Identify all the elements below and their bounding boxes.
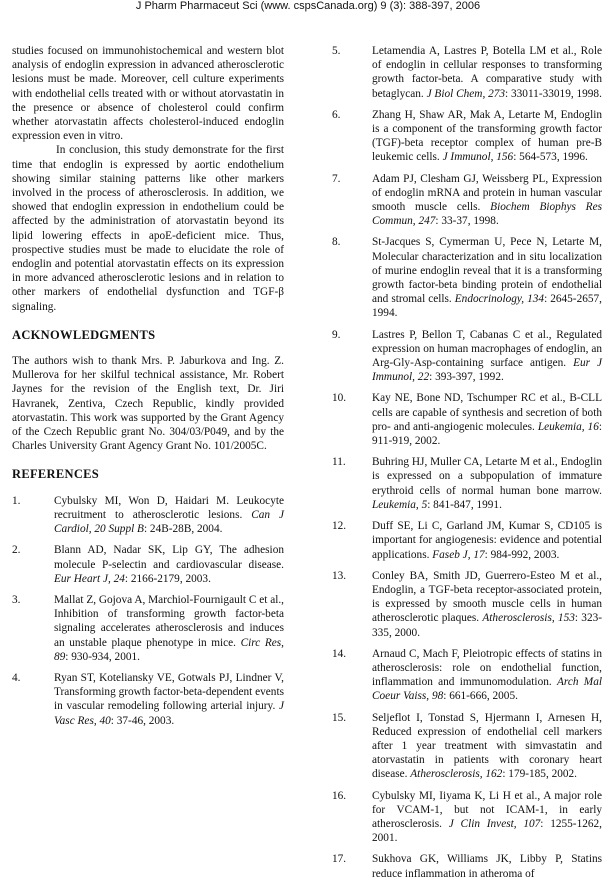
reference-text: Duff SE, Li C, Garland JM, Kumar S, CD105 is important for angiogenesis: evidence and potential applications. xyxy=(372,520,602,561)
reference-item xyxy=(12,543,284,586)
reference-journal: Biochem Biophys Res Commun, 247 xyxy=(372,201,602,228)
references-heading: REFERENCES xyxy=(12,467,100,482)
body-paragraph-2: In conclusion, this study demonstrate for the first time that endoglin is expressed by aortic endothelium showing similar staining patterns like other markers involved in the process of atherosclerosis. In addition, we showed that endoglin expression in endothelium could be affected by the administration of atorvastatin beyond its lipid lowering effects in apoE-deficient mice. Thus, prospective studies must be made to elucidate the role of endoglin and potential atorvastatin effects on its expression in more advanced atherosclerotic lesions and in relation to other markers of endothelial dysfunction and TGF-β signaling. xyxy=(12,144,284,313)
reference-number: 14. xyxy=(332,647,347,660)
reference-journal: J Biol Chem, 273 xyxy=(426,87,506,100)
reference-text: Adam PJ, Clesham GJ, Weissberg PL, Expression of endoglin mRNA and protein in human vascular smooth muscle cells. xyxy=(372,172,602,214)
reference-pages: : 24B-28B, 2004. xyxy=(143,523,223,536)
left-column xyxy=(12,44,284,735)
reference-number: 13. xyxy=(332,569,347,582)
reference-pages: : 911-919, 2002. xyxy=(372,420,602,448)
reference-number: 11. xyxy=(332,456,346,469)
reference-pages: : 2166-2179, 2003. xyxy=(124,572,211,585)
reference-number: 1. xyxy=(12,494,21,507)
reference-journal: Eur J Immunol, 22 xyxy=(372,357,602,384)
reference-number: 17. xyxy=(332,853,347,866)
reference-pages: : 841-847, 1991. xyxy=(427,498,502,511)
reference-number: 5. xyxy=(332,45,341,57)
reference-number: 7. xyxy=(332,172,341,185)
reference-pages: : 1255-1262, 2001. xyxy=(372,817,602,845)
reference-journal: Leukemia, 5 xyxy=(372,498,428,511)
reference-text: Sukhova GK, Williams JK, Libby P, Statins reduce inflammation in atheroma of xyxy=(372,853,602,880)
reference-item xyxy=(12,671,284,728)
reference-journal: J Vasc Res, 40 xyxy=(54,700,284,727)
reference-text: Blann AD, Nadar SK, Lip GY, The adhesion molecule P-selectin and cardiovascular disease. xyxy=(54,544,284,571)
reference-number: 6. xyxy=(332,108,341,121)
reference-number: 8. xyxy=(332,236,341,249)
reference-text: Ryan ST, Koteliansky VE, Gotwals PJ, Lindner V, Transforming growth factor-beta-dependent events in vascular remodeling following arterial injury. xyxy=(54,671,284,713)
reference-text: Buhring HJ, Muller CA, Letarte M et al., Endoglin is expressed on a subpopulation of immature erythroid cells of normal human bone marrow. xyxy=(372,456,602,497)
reference-journal: Atherosclerosis, 153 xyxy=(482,612,575,625)
reference-journal: Atherosclerosis, 162 xyxy=(410,768,503,781)
reference-number: 4. xyxy=(12,671,21,684)
reference-text: Letamendia A, Lastres P, Botella LM et al., Role of endoglin in cellular responses to transforming growth factor-beta. A comparative study with betaglycan. xyxy=(372,45,602,100)
reference-item xyxy=(330,391,602,448)
reference-journal: J Immunol, 156 xyxy=(442,151,514,164)
reference-item xyxy=(330,328,602,385)
reference-item xyxy=(12,593,284,664)
reference-journal: Endocrinology, 134 xyxy=(454,293,545,306)
reference-number: 15. xyxy=(332,711,347,724)
reference-journal: Circ Res, 89 xyxy=(54,636,285,663)
reference-item xyxy=(12,494,284,537)
reference-pages: : 2645-2657, 1994. xyxy=(372,293,602,320)
reference-text: Cybulsky MI, Won D, Haidari M. Leukocyte recruitment to atherosclerotic lesions. xyxy=(54,494,284,521)
reference-item xyxy=(330,44,602,101)
reference-item xyxy=(330,711,602,782)
reference-list-right xyxy=(330,44,602,881)
reference-pages: : 984-992, 2003. xyxy=(484,548,560,561)
reference-pages: : 564-573, 1996. xyxy=(513,151,588,164)
reference-item xyxy=(330,455,602,512)
reference-pages: : 37-46, 2003. xyxy=(110,714,175,727)
reference-text: St-Jacques S, Cymerman U, Pece N, Letarte M, Molecular characterization and in situ localization of murine endoglin reveal that it is a transforming growth factor-beta binding protein of endothelial and stromal cells. xyxy=(372,236,602,306)
reference-number: 3. xyxy=(12,593,21,606)
reference-pages: : 33-37, 1998. xyxy=(435,215,499,228)
reference-journal: Can J Cardiol, 20 Suppl B xyxy=(54,508,284,536)
reference-item xyxy=(330,172,602,229)
reference-item xyxy=(330,235,602,320)
acknowledgments-heading: ACKNOWLEDGMENTS xyxy=(12,327,156,342)
reference-text: Cybulsky MI, Iiyama K, Li H et al., A major role for VCAM-1, but not ICAM-1, in early atherosclerosis. xyxy=(372,789,602,830)
reference-journal: Faseb J, 17 xyxy=(432,548,485,561)
reference-journal: Eur Heart J, 24 xyxy=(54,572,125,585)
reference-number: 16. xyxy=(332,789,347,802)
reference-text: Seljeflot I, Tonstad S, Hjermann I, Arnesen H, Reduced expression of endothelial cell markers after 1 year treatment with simvastatin and atorvastatin in patients with coronary heart disease. xyxy=(372,711,602,781)
reference-item xyxy=(330,789,602,846)
reference-item xyxy=(330,647,602,704)
reference-number: 2. xyxy=(12,544,21,557)
reference-text: Mallat Z, Gojova A, Marchiol-Fournigault C et al., Inhibition of transforming growth factor-beta signaling accelerates atherosclerosis and induces an unstable plaque phenotype in mice. xyxy=(54,593,284,649)
reference-item xyxy=(330,852,602,880)
reference-item xyxy=(330,108,602,165)
reference-item xyxy=(330,519,602,562)
reference-text: Conley BA, Smith JD, Guerrero-Esteo M et al., Endoglin, a TGF-beta receptor-associated protein, is expressed by smooth muscle cells in human atherosclerotic plaques. xyxy=(372,569,602,625)
reference-text: Arnaud C, Mach F, Pleiotropic effects of statins in atherosclerosis: role on endothelial function, inflammation and immunomodulation. xyxy=(372,647,602,689)
reference-list-left xyxy=(12,494,284,728)
acknowledgments-text: The authors wish to thank Mrs. P. Jaburkova and Ing. Z. Mullerova for her skilful technical assistance, Mr. Robert Jaynes for the revision of the English text, Dr. Jiri Havranek, Zentiva, Czech Republic, kindly provided atorvastatin. This work was supported by the Grant Agency of the Czech Republic grant No. 304/03/P049, and by the Charles University Grant Agency Grant No. 101/2005C. xyxy=(12,355,284,453)
reference-pages: : 323-335, 2000. xyxy=(372,612,603,639)
reference-pages: : 661-666, 2005. xyxy=(443,690,518,703)
reference-journal: Leukemia, 16 xyxy=(537,420,599,433)
reference-pages: : 33011-33019, 1998. xyxy=(505,87,602,100)
running-header: J Pharm Pharmaceut Sci (www. cspsCanada.org) 9 (3): 388-397, 2006 xyxy=(135,0,481,12)
reference-pages: : 179-185, 2002. xyxy=(502,768,578,781)
reference-item xyxy=(330,569,602,640)
reference-number: 12. xyxy=(332,520,347,533)
reference-pages: : 393-397, 1992. xyxy=(429,371,504,384)
reference-text: Zhang H, Shaw AR, Mak A, Letarte M, Endoglin is a component of the transforming growth factor (TGF)-beta receptor complex of human pre-B leukemic cells. xyxy=(372,108,602,164)
right-column xyxy=(330,44,602,888)
reference-text: Kay NE, Bone ND, Tschumper RC et al., B-CLL cells are capable of synthesis and secretion of both pro- and anti-angiogenic molecules. xyxy=(372,392,602,433)
reference-pages: : 930-934, 2001. xyxy=(65,650,140,663)
reference-journal: J Clin Invest, 107 xyxy=(448,817,541,830)
body-paragraph-1: studies focused on immunohistochemical and western blot analysis of endoglin expression in advanced atherosclerotic lesions must be made. Moreover, cell culture experiments with endothelial cells treated with or without atorvastatin in the presence or absence of cholesterol could confirm whether atorvastatin affects cholesterol-induced endoglin expression even in vitro. xyxy=(12,45,284,143)
reference-journal: Arch Mal Coeur Vaiss, 98 xyxy=(372,676,603,703)
reference-number: 10. xyxy=(332,392,347,405)
reference-text: Lastres P, Bellon T, Cabanas C et al., Regulated expression on human macrophages of endoglin, an Arg-Gly-Asp-containing surface antigen. xyxy=(372,328,602,370)
reference-number: 9. xyxy=(332,328,341,341)
